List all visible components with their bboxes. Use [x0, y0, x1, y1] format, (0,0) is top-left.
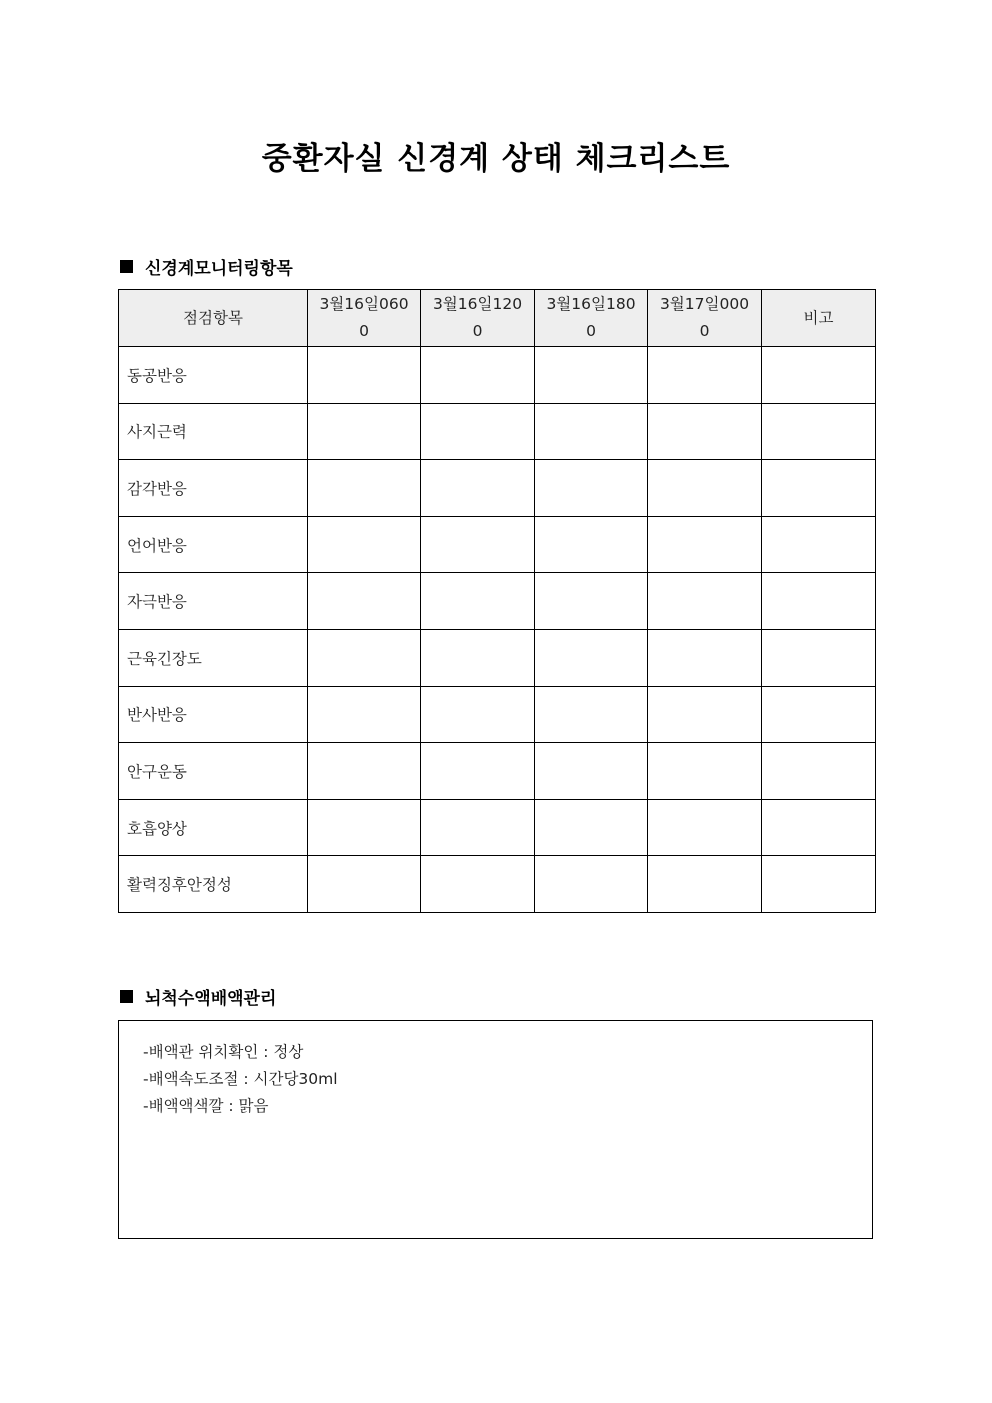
note-line: -배액관 위치확인 : 정상 — [143, 1043, 304, 1061]
note-cell[interactable] — [762, 686, 876, 743]
check-item-label: 반사반응 — [119, 686, 308, 743]
check-cell-time-4[interactable] — [648, 516, 762, 573]
check-item-label: 안구운동 — [119, 743, 308, 800]
check-cell-time-2[interactable] — [421, 629, 535, 686]
check-item-label: 동공반응 — [119, 347, 308, 404]
check-item-label: 언어반응 — [119, 516, 308, 573]
check-item-label: 활력징후안정성 — [119, 856, 308, 913]
column-header-item: 점검항목 — [119, 290, 308, 347]
check-item-label: 근육긴장도 — [119, 629, 308, 686]
section-heading-label: 뇌척수액배액관리 — [145, 989, 277, 1009]
check-cell-time-1[interactable] — [308, 743, 421, 800]
check-cell-time-2[interactable] — [421, 856, 535, 913]
check-cell-time-4[interactable] — [648, 573, 762, 630]
square-bullet-icon — [120, 990, 133, 1003]
table-row — [119, 799, 876, 856]
check-cell-time-2[interactable] — [421, 516, 535, 573]
check-cell-time-4[interactable] — [648, 403, 762, 460]
table-row — [119, 460, 876, 517]
check-cell-time-4[interactable] — [648, 799, 762, 856]
check-cell-time-3[interactable] — [535, 629, 648, 686]
note-cell[interactable] — [762, 743, 876, 800]
check-cell-time-2[interactable] — [421, 403, 535, 460]
check-item-label: 감각반응 — [119, 460, 308, 517]
check-cell-time-1[interactable] — [308, 516, 421, 573]
column-header-time-4: 3월17일000 0 — [648, 290, 762, 347]
note-cell[interactable] — [762, 629, 876, 686]
check-cell-time-3[interactable] — [535, 686, 648, 743]
check-cell-time-1[interactable] — [308, 460, 421, 517]
check-cell-time-3[interactable] — [535, 460, 648, 517]
table-row — [119, 743, 876, 800]
check-cell-time-4[interactable] — [648, 856, 762, 913]
monitoring-table — [118, 289, 876, 913]
section-heading-csf-drainage — [120, 984, 276, 1009]
csf-drainage-notes-box — [118, 1020, 873, 1239]
check-cell-time-4[interactable] — [648, 743, 762, 800]
section-heading-label: 신경계모니터링항목 — [145, 259, 293, 279]
check-cell-time-1[interactable] — [308, 856, 421, 913]
note-line: -배액액색깔 : 맑음 — [143, 1097, 269, 1115]
check-cell-time-2[interactable] — [421, 799, 535, 856]
check-cell-time-1[interactable] — [308, 686, 421, 743]
check-cell-time-2[interactable] — [421, 686, 535, 743]
square-bullet-icon — [120, 260, 133, 273]
note-cell[interactable] — [762, 460, 876, 517]
note-cell[interactable] — [762, 516, 876, 573]
check-cell-time-1[interactable] — [308, 403, 421, 460]
check-cell-time-4[interactable] — [648, 347, 762, 404]
check-cell-time-2[interactable] — [421, 743, 535, 800]
table-row — [119, 573, 876, 630]
table-row — [119, 403, 876, 460]
note-cell[interactable] — [762, 856, 876, 913]
check-cell-time-4[interactable] — [648, 686, 762, 743]
check-cell-time-4[interactable] — [648, 629, 762, 686]
check-cell-time-2[interactable] — [421, 573, 535, 630]
note-cell[interactable] — [762, 347, 876, 404]
check-cell-time-3[interactable] — [535, 743, 648, 800]
column-header-time-2: 3월16일120 0 — [421, 290, 535, 347]
note-cell[interactable] — [762, 403, 876, 460]
table-row — [119, 629, 876, 686]
table-header-row — [119, 290, 876, 347]
table-row — [119, 686, 876, 743]
note-line: -배액속도조절 : 시간당30ml — [143, 1070, 338, 1088]
section-heading-monitoring — [120, 254, 293, 279]
column-header-note: 비고 — [762, 290, 876, 347]
check-cell-time-1[interactable] — [308, 347, 421, 404]
check-item-label: 호흡양상 — [119, 799, 308, 856]
document-title: 중환자실 신경계 상태 체크리스트 — [261, 141, 731, 177]
check-item-label: 사지근력 — [119, 403, 308, 460]
column-header-time-3: 3월16일180 0 — [535, 290, 648, 347]
check-cell-time-3[interactable] — [535, 856, 648, 913]
check-cell-time-3[interactable] — [535, 799, 648, 856]
check-cell-time-4[interactable] — [648, 460, 762, 517]
check-cell-time-3[interactable] — [535, 573, 648, 630]
table-row — [119, 516, 876, 573]
check-cell-time-2[interactable] — [421, 347, 535, 404]
note-cell[interactable] — [762, 573, 876, 630]
column-header-time-1: 3월16일060 0 — [308, 290, 421, 347]
check-cell-time-1[interactable] — [308, 629, 421, 686]
check-cell-time-1[interactable] — [308, 573, 421, 630]
note-cell[interactable] — [762, 799, 876, 856]
check-cell-time-3[interactable] — [535, 403, 648, 460]
check-item-label: 자극반응 — [119, 573, 308, 630]
check-cell-time-1[interactable] — [308, 799, 421, 856]
check-cell-time-2[interactable] — [421, 460, 535, 517]
table-row — [119, 856, 876, 913]
check-cell-time-3[interactable] — [535, 516, 648, 573]
table-row — [119, 347, 876, 404]
check-cell-time-3[interactable] — [535, 347, 648, 404]
